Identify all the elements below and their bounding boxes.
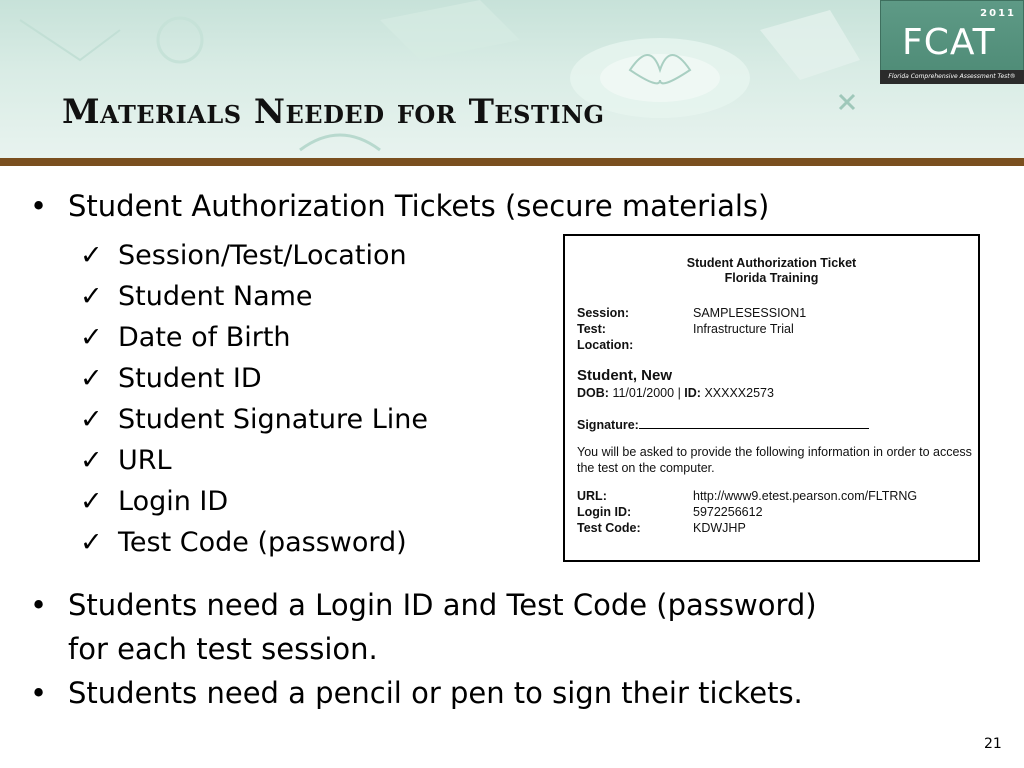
ticket-url-row (577, 489, 917, 504)
bullet-icon: • (30, 189, 48, 223)
checklist-item (80, 240, 428, 281)
ticket-subtitle: Florida Training (724, 271, 819, 285)
ticket-contents-checklist (80, 240, 428, 568)
url-label: URL: (577, 489, 607, 503)
test-code-label: Test Code: (577, 521, 641, 535)
header-banner (0, 0, 1024, 158)
checkmark-icon: ✓ (80, 527, 103, 558)
checklist-item (80, 527, 428, 568)
url-value: http://www9.etest.pearson.com/FLTRNG (693, 489, 918, 503)
checkmark-icon: ✓ (80, 486, 103, 517)
test-code-value: KDWJHP (693, 521, 746, 535)
checklist-item-label: Student Signature Line (118, 404, 428, 435)
test-value: Infrastructure Trial (693, 322, 794, 336)
logo-tagline: Florida Comprehensive Assessment Test® (880, 70, 1024, 84)
fcat-logo (880, 0, 1024, 84)
login-label: Login ID: (577, 505, 632, 519)
sample-authorization-ticket (563, 234, 980, 562)
checklist-item-label: URL (118, 445, 172, 476)
checklist-item (80, 363, 428, 404)
logo-wordmark: FCAT (902, 22, 996, 63)
bullet-icon: • (30, 588, 48, 622)
ticket-test-row (577, 322, 794, 337)
checklist-item-label: Login ID (118, 486, 229, 517)
signature-line (639, 416, 869, 429)
checklist-item (80, 445, 428, 486)
login-value: 5972256612 (693, 505, 763, 519)
checkmark-icon: ✓ (80, 281, 103, 312)
logo-year: 2011 (980, 8, 1016, 19)
checkmark-icon: ✓ (80, 445, 103, 476)
slide-number: 21 (984, 736, 1002, 752)
bullet-text-line2: for each test session. (68, 632, 378, 666)
page-title: Materials Needed for Testing (62, 92, 605, 132)
checkmark-icon: ✓ (80, 404, 103, 435)
session-label: Session: (577, 306, 630, 320)
checklist-item (80, 281, 428, 322)
checklist-item-label: Session/Test/Location (118, 240, 407, 271)
bullet-text-line1: Students need a Login ID and Test Code (password) (68, 588, 817, 622)
checklist-item-label: Student Name (118, 281, 313, 312)
ticket-student-name: Student, New (577, 367, 673, 384)
signature-label: Signature: (577, 418, 639, 432)
bullet-text: Student Authorization Tickets (secure materials) (68, 189, 770, 223)
checklist-item (80, 404, 428, 445)
ticket-title: Student Authorization Ticket (686, 256, 857, 270)
header-divider (0, 158, 1024, 166)
ticket-signature-row (577, 416, 869, 432)
checklist-item (80, 486, 428, 527)
checkmark-icon: ✓ (80, 363, 103, 394)
dob-id-separator: | (677, 386, 681, 400)
ticket-instructions: You will be asked to provide the following information in order to access the test on the computer. (577, 445, 972, 475)
checklist-item (80, 322, 428, 363)
checkmark-icon: ✓ (80, 240, 103, 271)
id-value: XXXXX2573 (704, 386, 774, 400)
decorative-background-icon (0, 0, 1024, 158)
ticket-login-row (577, 505, 763, 520)
ticket-dob-row (577, 386, 774, 400)
session-value: SAMPLESESSION1 (693, 306, 807, 320)
id-label: ID: (684, 386, 701, 400)
bullet-icon: • (30, 676, 48, 710)
checklist-item-label: Student ID (118, 363, 262, 394)
test-label: Test: (577, 322, 606, 336)
ticket-code-row (577, 521, 746, 536)
dob-label: DOB: (577, 386, 609, 400)
checkmark-icon: ✓ (80, 322, 103, 353)
ticket-location-row (577, 338, 693, 353)
location-label: Location: (577, 338, 634, 352)
checklist-item-label: Date of Birth (118, 322, 291, 353)
checklist-item-label: Test Code (password) (118, 527, 407, 558)
ticket-session-row (577, 306, 806, 321)
bullet-text: Students need a pencil or pen to sign their tickets. (68, 676, 803, 710)
dob-value: 11/01/2000 (612, 386, 675, 400)
ticket-header (565, 256, 978, 286)
